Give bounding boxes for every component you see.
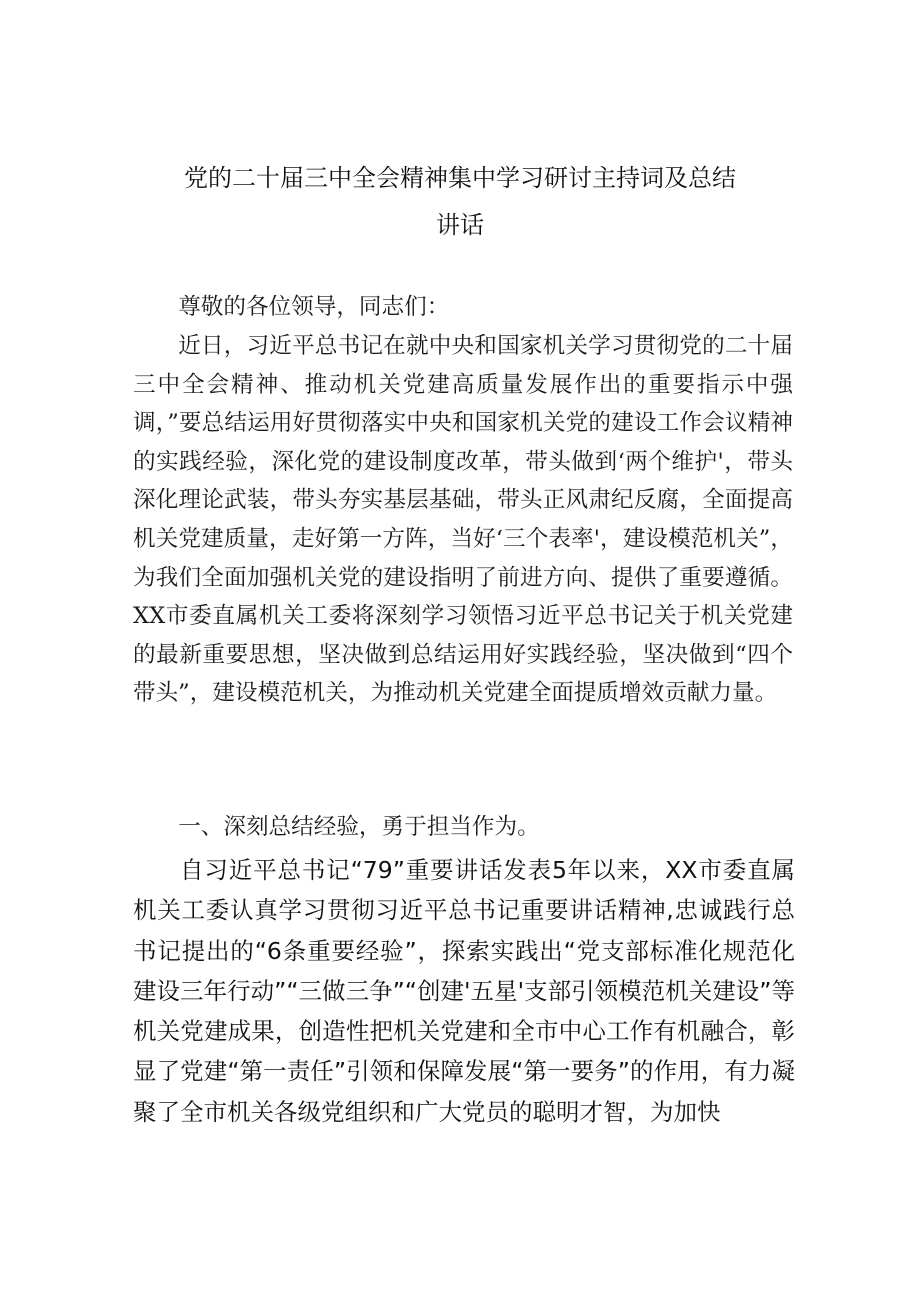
paragraph-2-block [133, 850, 795, 1132]
section-1-heading: 一、深刻总结经验，勇于担当作为。 [178, 814, 540, 840]
paragraph-1: 近日，习近平总书记在就中央和国家机关学习贯彻党的二十届三中全会精神、推动机关党建高质量发展作出的重要指示中强调，”要总结运用好贯彻落实中央和国家机关党的建设工作会议精神的实践经验，深化党的建设制度改革，带头做到‘两个维护'，带头深化理论武装，带头夯实基层基础，带头正风肃纪反腐，全面提高机关党建质量，走好第一方阵，当好‘三个表率'，建设模范机关”，为我们全面加强机关党的建设指明了前进方向、提供了重要遵循。XX市委直属机关工委将深刻学习领悟习近平总书记关于机关党建的最新重要思想，坚决做到总结运用好实践经验，坚决做到“四个带头”，建设模范机关，为推动机关党建全面提质增效贡献力量。 [133, 333, 793, 707]
salutation-block [133, 288, 793, 327]
document-title-line1: 党的二十届三中全会精神集中学习研讨主持词及总结 [184, 164, 736, 192]
section-1-heading-block [133, 808, 793, 847]
paragraph-1-block [133, 327, 793, 713]
document-title-line2: 讲话 [436, 211, 484, 239]
paragraph-2: 自习近平总书记“79”重要讲话发表5年以来，XX市委直属机关工委认真学习贯彻习近平总书记重要讲话精神,忠诚践行总书记提出的“6条重要经验”，探索实践出“党支部标准化规范化建设三年行动”“三做三争”“创建'五星'支部引领模范机关建设”等机关党建成果，创造性把机关党建和全市中心工作有机融合，彰显了党建“第一责任”引领和保障发展“第一要务”的作用，有力凝聚了全市机关各级党组织和广大党员的聪明才智，为加快 [133, 856, 795, 1126]
salutation: 尊敬的各位领导，同志们： [178, 294, 450, 320]
